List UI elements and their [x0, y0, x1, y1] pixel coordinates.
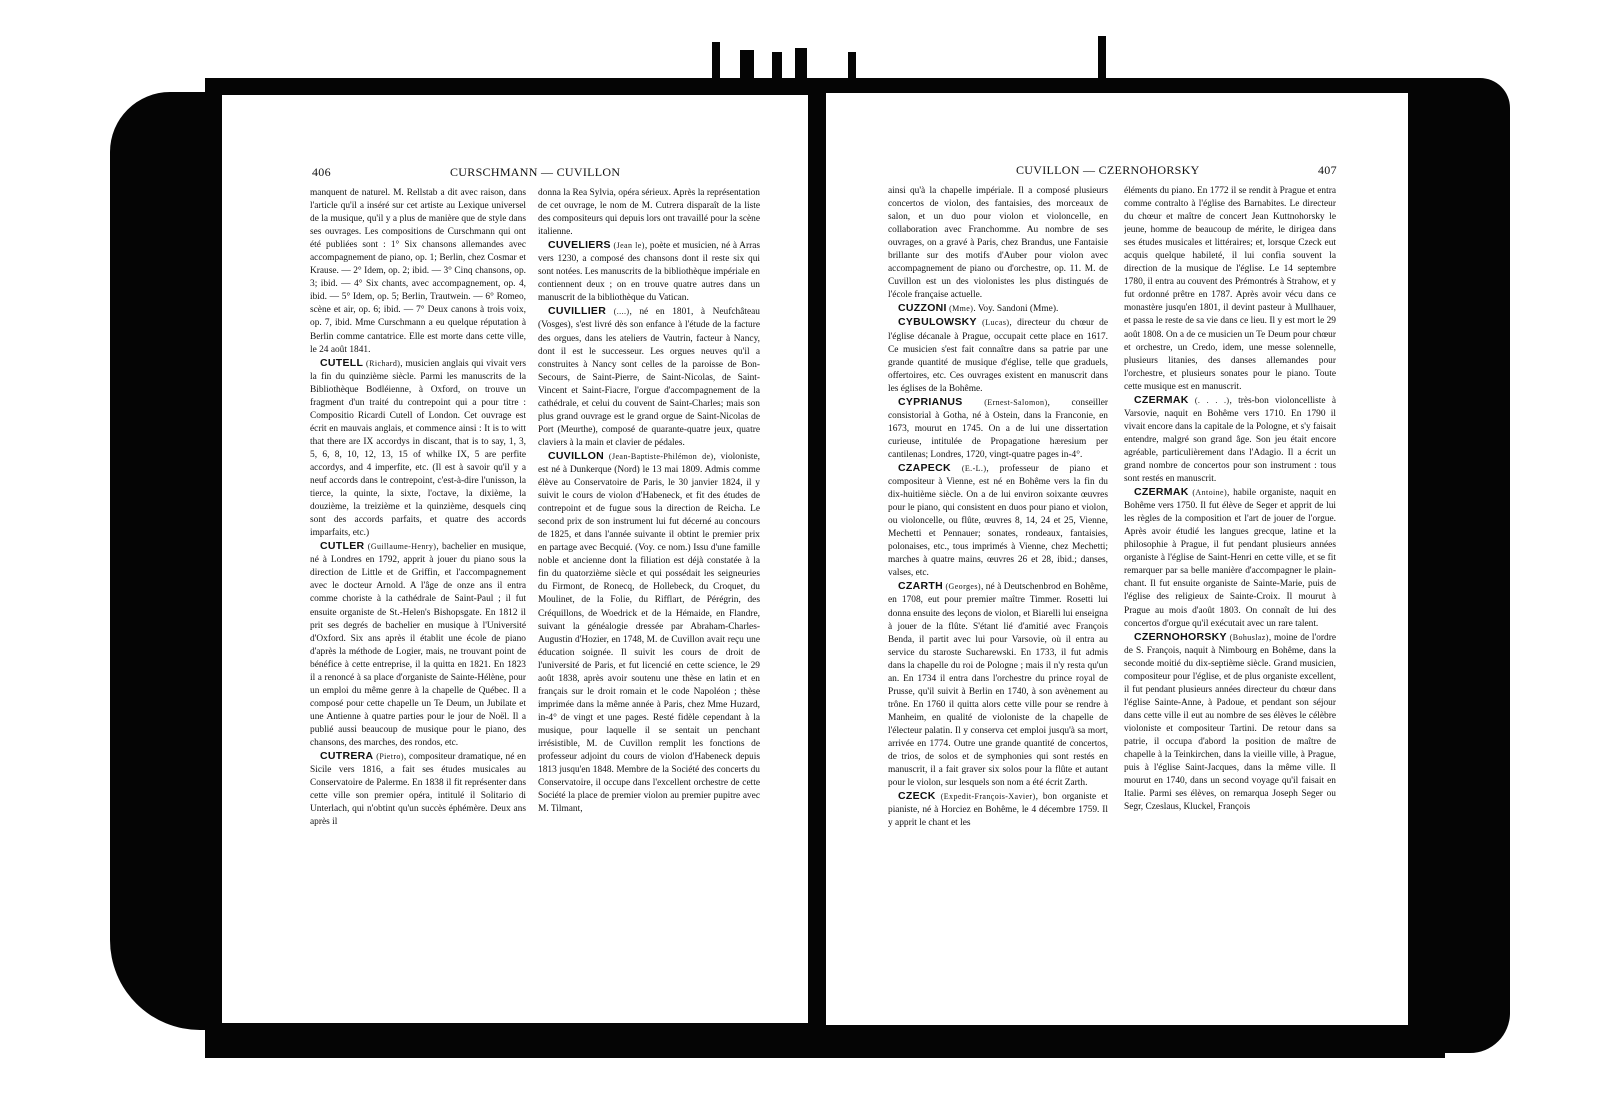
entry-text: , professeur de piano et compositeur à Vienne, est né en Bohême vers la fin du dix-huitième siècle. On a de lui environ soixante œuvres pour le piano, qui consistent en duos pour piano et violon, ou violoncelle, ou flûte, œuvres 8, 14, 24 et 25, Vienne, Mechetti et Pennauer; sonates, rondeaux, fantaisies, polonaises, etc., tous imprimés à Vienne, chez Mechetti; marches à quatre mains, œuvres 26 et 28, ibid.; danses, valses, etc. — [888, 463, 1108, 579]
dictionary-entry — [888, 462, 1108, 580]
entry-text: , habile organiste, naquit en Bohême vers 1750. Il fut élève de Seger et apprit de lui les règles de la composition et l'art de jouer de l'orgue. Après avoir étudié les langues grecque, latine et la philosophie à Prague, il fut pendant plusieurs années organiste à l'église de Saint-Henri en cette ville, et se fit remarquer par sa belle manière d'accompagner le plain-chant. Il fut ensuite organiste de Sainte-Marie, puis de l'église des religieux de Sainte-Croix. Il mourut à Prague au mois d'août 1803. On connaît de lui des concertos d'orgue qu'il exécutait avec un rare talent. — [1124, 488, 1336, 629]
entry-qualifier: (Richard) — [366, 358, 401, 368]
entry-qualifier: (Pietro) — [376, 752, 404, 762]
entry-headword: CZERMAK — [1134, 486, 1189, 499]
entry-text: , bon organiste et pianiste, né à Horciez en Bohême, le 4 décembre 1759. Il y apprit le chant et les — [888, 792, 1108, 829]
dictionary-entry — [888, 396, 1108, 462]
entry-headword: CUVILLIER — [548, 305, 607, 318]
scan-border-left — [110, 92, 230, 1030]
left-page — [222, 95, 812, 1023]
entry-text: , né en 1801, à Neufchâteau (Vosges), s'est livré dès son enfance à l'étude de la facture des orgues, dans les ateliers de Vautrin, facteur à Nancy, dont il est le successeur. Les orgues neuves qu'il a construites à Nancy sont celles de la paroisse de Bon-Secours, de Saint-Pierre, de Saint-Nicolas, de Saint-Vincent et Saint-Fiacre, l'orgue d'accompagnement de la cathédrale, et celui du couvent de Saint-Charles; mais son plus grand ouvrage est le grand orgue de Saint-Nicolas de Port (Meurthe), composé de quarante-quatre jeux, quatre claviers à la main et clavier de pédales. — [538, 307, 760, 448]
entry-headword: CUVILLON — [548, 449, 605, 462]
dictionary-entry — [888, 790, 1108, 830]
entry-qualifier: (Bohuslaz) — [1229, 632, 1269, 642]
entry-text: , conseiller consistorial à Gotha, né à Ostein, dans la Franconie, en 1673, mourut en 1745. On a de lui une dissertation curieuse, intitulée de Propagatione hæresium per cantilenas; Londres, 1720, vingt-quatre pages in-4°. — [888, 397, 1108, 460]
dictionary-entry — [1124, 631, 1336, 815]
dictionary-entry — [888, 580, 1108, 790]
continued-text: donna la Rea Sylvia, opéra sérieux. Après la représentation de cet ouvrage, le nom de M. Cutrera disparaît de la liste des compositeurs qui depuis lors ont travaillé pour la scène italienne. — [538, 188, 760, 238]
entry-headword: CZARTH — [898, 580, 943, 593]
dictionary-entry — [538, 305, 760, 450]
entry-qualifier: (Antoine) — [1192, 488, 1228, 498]
dictionary-entry — [1124, 394, 1336, 486]
continued-text: ainsi qu'à la chapelle impériale. Il a composé plusieurs concertos de violon, des fantaisies, des morceaux de salon, et un duo pour violon et violoncelle, en collaboration avec Franchomme. Au nombre de ses ouvrages, on a gravé à Paris, chez Brandus, une Fantaisie brillante sur des motifs d'Auber pour violon avec accompagnement de piano ou d'orchestre, op. 11. M. de Cuvillon est un des violonistes les plus distingués de l'école française actuelle. — [888, 186, 1108, 301]
dictionary-entry — [310, 357, 526, 541]
entry-text: , très-bon violoncelliste à Varsovie, naquit en Bohême vers 1710. En 1790 il vivait encore dans la capitale de la Pologne, et s'y faisait entendre, malgré son grand âge. Son jeu était encore agréable, particulièrement dans l'Adagio. Il a écrit un grand nombre de concertos pour son instrument : tous sont restés en manuscrit. — [1124, 395, 1336, 485]
right-column-1 — [888, 185, 1108, 1015]
entry-qualifier: (Georges) — [945, 582, 981, 592]
dictionary-entry — [888, 316, 1108, 395]
entry-headword: CUZZONI — [898, 302, 947, 315]
entry-text: , musicien anglais qui vivait vers la fin du quinzième siècle. Parmi les manuscrits de la Bibliothèque Bodléienne, à Oxford, on trouve un fragment d'un traité du contrepoint qui a pour titre : Compositio Ricardi Cutell of London. Cet ouvrage est écrit en mauvais anglais, et commence ainsi : It is to witt that there are IX accordys in discant, that is to say, 1, 3, 5, 6, 8, 10, 12, 13, 15 of whilke IX, 5 are perfite accordys, and 4 imperfite, etc. (Il est à savoir qu'il y a neuf accords dans le contrepoint, c'est-à-dire l'unisson, la tierce, la quinte, la sixte, l'octave, la dixième, la douzième, la treizième et la quinzième, desquels cinq sont des accords parfaits, et quatre des accords imparfaits, etc.) — [310, 358, 526, 539]
entry-qualifier: (Jean-Baptiste-Philémon de) — [608, 451, 714, 461]
entry-text: , moine de l'ordre de S. François, naquit à Nimbourg en Bohême, dans la seconde moitié du dix-septième siècle. Grand musicien, compositeur pour l'église, et de plus organiste excellent, il fut pendant plusieurs années directeur du chœur dans l'église Sainte-Anne, à Padoue, et pendant son séjour dans cette ville il eut au nombre de ses élèves le célèbre violoniste et compositeur Tartini. De retour dans sa patrie, il occupa d'abord la position de maître de chapelle à la Teinkirchen, dans la vieille ville, à Prague, puis à l'église Saint-Jacques, dans la même ville. Il mourut en 1740, dans un second voyage qu'il faisait en Italie. Parmi ses élèves, on remarqua Joseph Seger ou Segr, Czeslaus, Kluckel, François — [1124, 632, 1336, 813]
right-page — [826, 93, 1408, 1025]
dictionary-entry — [538, 450, 760, 816]
page-tab-mark — [795, 48, 807, 94]
page-tab-mark — [772, 52, 782, 94]
running-head-title: CUVILLON — CZERNOHORSKY — [1016, 163, 1200, 177]
entry-headword: CYPRIANUS — [898, 395, 963, 408]
left-column-2 — [538, 187, 760, 1017]
entry-headword: CZAPECK — [898, 461, 951, 474]
entry-text: , né à Deutschenbrod en Bohême, en 1708, eut pour premier maître Timmer. Rosetti lui donna ensuite des leçons de violon, et Biarelli lui enseigna à jouer de la flûte. S'étant lié d'amitié avec François Benda, il partit avec lui pour Varsovie, où il entra au service du staroste Sucharewski. En 1733, il fut admis dans la chapelle du roi de Pologne ; mais il n'y resta qu'un an. En 1734 il entra dans l'orchestre du prince royal de Prusse, qu'il suivit à Berlin en 1740, à son avènement au trône. En 1760 il quitta alors cette ville pour se rendre à Manheim, en qualité de violoniste de la chapelle de l'électeur palatin. Il y conserva cet emploi jusqu'à sa mort, arrivée en 1774. Outre une grande quantité de concertos, de trios, de solos et de symphonies qui sont restés en manuscrit, il a fait graver six solos pour la flûte et autant pour le violon, sur lesquels son nom a été écrit Zarth. — [888, 582, 1108, 789]
dictionary-entry — [1124, 486, 1336, 631]
entry-text: , violoniste, est né à Dunkerque (Nord) le 13 mai 1809. Admis comme élève au Conservatoire de Paris, le 30 janvier 1824, il y suivit le cours de violon d'Habeneck, et fit des études de contrepoint et de fugue sous la direction de Reicha. Le second prix de son instrument lui fut décerné au concours de 1825, et dans l'année suivante il obtint le premier prix en partage avec Becquié. (Voy. ce nom.) Issu d'une famille noble et ancienne dont la filiation est déjà constatée à la fin du quatorzième siècle et qui possédait les seigneuries du Firmont, de Ronecq, de Hollebeck, du Croquet, du Moulinet, de la Folie, du Rifflart, de Pérégrin, des Créquillons, de Woedrick et de la Hémaide, en Flandre, suivant la généalogie dressée par Abraham-Charles-Augustin d'Hozier, en 1748, M. de Cuvillon avait reçu une éducation soignée. Il suivit les cours de droit de l'université de Paris, et fut licencié en cette science, le 29 août 1838, après avoir soutenu une thèse en latin et en français sur le droit romain et le code Napoléon ; thèse imprimée dans la même année à Paris, chez Mme Huzard, in-4° de vingt et une pages. Resté fidèle cependant à la musique, pour laquelle il se sentait un penchant irrésistible, M. de Cuvillon remplit les fonctions de professeur adjoint du cours de violon d'Habeneck depuis 1813 jusqu'en 1848. Membre de la Société des concerts du Conservatoire, il occupe dans l'excellent orchestre de cette Société la place de premier violon au premier pupitre avec M. Tilmant, — [538, 451, 760, 815]
book-gutter — [808, 85, 828, 1035]
entry-qualifier: (....) — [613, 307, 630, 317]
dictionary-entry — [310, 540, 526, 750]
dictionary-entry — [310, 750, 526, 829]
entry-headword: CUTLER — [320, 540, 365, 553]
entry-qualifier: (Guillaume-Henry) — [367, 542, 437, 552]
entry-qualifier: (Expedit-François-Xavier) — [940, 792, 1036, 802]
entry-headword: CYBULOWSKY — [898, 316, 977, 329]
entry-headword: CUTRERA — [320, 750, 374, 763]
entry-qualifier: (Jean le) — [613, 241, 645, 251]
continued-text: manquent de naturel. M. Rellstab a dit avec raison, dans l'article qu'il a inséré sur cet artiste au Lexique universel de la musique, qu'il y a plus de manière que de style dans ses ouvrages. Les compositions de Curschmann qui ont été publiées sont : 1° Six chansons allemandes avec accompagnement de piano, op. 1; Berlin, chez Cosmar et Krause. — 2° Idem, op. 2; ibid. — 3° Cinq chansons, op. 3; ibid. — 4° Six chants, avec accompagnement, op. 4, ibid. — 5° Idem, op. 5; Berlin, Trautwein. — 6° Romeo, scène et air, op. 6; ibid. — 7° Deux canons à trois voix, op. 7, ibid. Mme Curschmann a eu quelque réputation à Berlin comme cantatrice. Elle est morte dans cette ville, le 24 août 1841. — [310, 188, 526, 355]
entry-headword: CZERMAK — [1134, 393, 1189, 406]
entry-qualifier: (Mme) — [949, 304, 974, 314]
continued-text: éléments du piano. En 1772 il se rendit à Prague et entra comme contralto à l'église des Barnabites. Le directeur du chœur et maître de concert Jean Kuttnohorsky le jeune, homme de beaucoup de mérite, le dirigea dans ses études musicales et littéraires; et, lorsque Czeck eut acquis quelque habileté, il lui confia souvent la direction de la musique de l'église. Le 14 septembre 1780, il entra au couvent des Prémontrés à Strahow, et y fut ordonné prêtre en 1787. Après avoir vécu dans ce monastère jusqu'en 1801, il devint pasteur à Mullhauer, et passa le reste de sa vie dans ce lieu. Il y est mort le 29 août 1808. On a de ce musicien un Te Deum pour chœur et orchestre, un Credo, idem, une messe solennelle, plusieurs litanies, des danses allemandes pour l'orchestre, et plusieurs sonates pour le piano. Toute cette musique est en manuscrit. — [1124, 186, 1336, 392]
entry-text: , bachelier en musique, né à Londres en 1792, apprit à jouer du piano sous la direction de Little et de Griffin, et l'accompagnement avec le docteur Arnold. A l'âge de onze ans il entra comme choriste à la cathédrale de Saint-Paul ; il fut ensuite organiste de St.-Helen's Bishopsgate. En 1812 il prit ses degrés de bachelier en musique à l'Université d'Oxford. Six ans après il établit une école de piano d'après la méthode de Logier, mais, ne trouvant point de bénéfice à cette entreprise, il la quitta en 1821. En 1823 il a renoncé à sa place d'organiste de Sainte-Hélène, pour un emploi du même genre à la chapelle de Québec. Il a composé pour cette chapelle un Te Deum, un Jubilate et une Antienne à quatre parties pour le jour de Noël. Il a publié aussi beaucoup de musique pour le piano, des chansons, des marches, des rondos, etc. — [310, 542, 526, 748]
left-column-1 — [310, 187, 526, 1017]
entry-headword: CUTELL — [320, 356, 364, 369]
entry-qualifier: (Lucas) — [982, 318, 1010, 328]
dictionary-entry — [888, 302, 1108, 316]
entry-text: , directeur du chœur de l'église décanale à Prague, occupait cette place en 1617. Ce musicien s'est fait connaître dans sa patrie par une grande quantité de musique d'église, telle que graduels, offertoires, etc. Ces ouvrages existent en manuscrit dans les églises de la Bohême. — [888, 318, 1108, 394]
entry-headword: CZERNOHORSKY — [1134, 630, 1227, 643]
page-tab-mark — [848, 52, 856, 94]
entry-qualifier: (. . . .) — [1194, 395, 1230, 405]
running-head-title: CURSCHMANN — CUVILLON — [450, 165, 621, 179]
scan-border-right — [1395, 78, 1510, 1053]
right-column-2 — [1124, 185, 1336, 1015]
page-tab-mark — [712, 42, 720, 94]
entry-text: , poète et musicien, né à Arras vers 1230, a composé des chansons dont il reste six qui sont notées. Les manuscrits de la bibliothèque impériale en contiennent deux ; on en trouve quatre autres dans un manuscrit de la bibliothèque du Vatican. — [538, 241, 760, 304]
page-tab-mark — [1098, 36, 1106, 94]
entry-text: . Voy. Sandoni (Mme). — [973, 304, 1059, 315]
page-tab-mark — [740, 50, 754, 94]
page-number: 407 — [1318, 163, 1337, 177]
page-number: 406 — [312, 165, 331, 179]
entry-text: , compositeur dramatique, né en Sicile vers 1816, a fait ses études musicales au Conservatoire de Palerme. En 1838 il fit représenter dans cette ville son premier opéra, intitulé il Solitario di Unterlach, qui n'obtint qu'un succès éphémère. Deux ans après il — [310, 752, 526, 828]
entry-headword: CUVELIERS — [548, 239, 611, 252]
entry-qualifier: (E.-L.) — [961, 463, 987, 473]
entry-qualifier: (Ernest-Salomon) — [984, 397, 1048, 407]
entry-headword: CZECK — [898, 790, 936, 803]
dictionary-entry — [538, 239, 760, 305]
